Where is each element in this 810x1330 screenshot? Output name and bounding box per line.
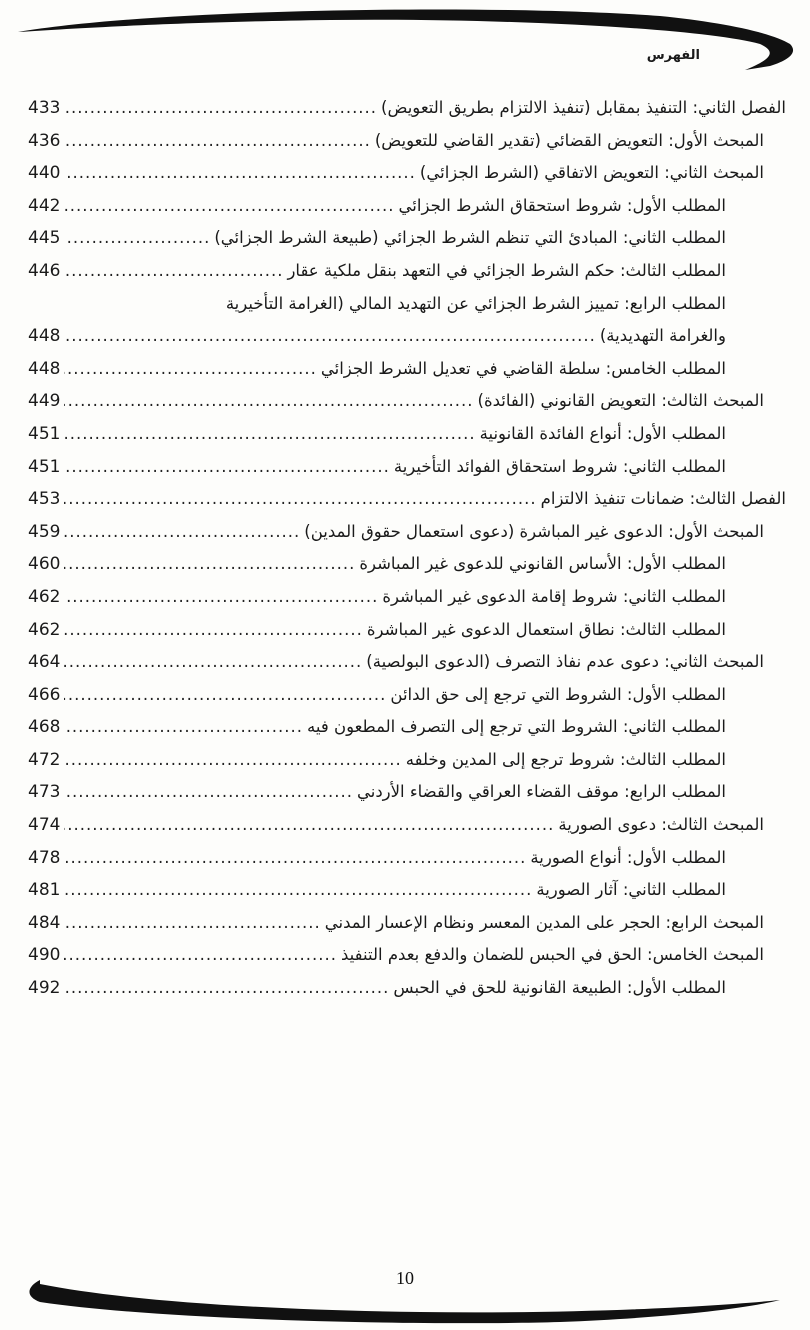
toc-entry[interactable] [28, 907, 786, 940]
toc-entry[interactable] [28, 451, 786, 484]
toc-entry-page: 462 [28, 619, 61, 640]
toc-entry[interactable] [28, 418, 786, 451]
toc-entry-page: 445 [28, 228, 61, 249]
bottom-swoosh-decoration [0, 1250, 810, 1330]
toc-entry[interactable] [28, 581, 786, 614]
toc-entry-page: 460 [28, 554, 61, 575]
toc-entry[interactable] [28, 809, 786, 842]
toc-entry-page: 451 [28, 456, 61, 477]
dot-leader [64, 842, 526, 875]
dot-leader [64, 711, 303, 744]
toc-entry-title: المطلب الثالث: نطاق استعمال الدعوى غير المباشرة [366, 619, 726, 639]
toc-entry[interactable] [28, 255, 786, 288]
toc-entry-title: الفصل الثالث: ضمانات تنفيذ الالتزام [540, 489, 786, 509]
toc-entry-page: 474 [28, 815, 61, 836]
toc-entry-title: المطلب الثاني: شروط إقامة الدعوى غير المباشرة [382, 586, 726, 606]
toc-entry-title: المطلب الرابع: تمييز الشرط الجزائي عن التهديد المالي (الغرامة التأخيرية [225, 293, 726, 313]
toc-entry[interactable] [28, 353, 786, 386]
toc-entry-title: المبحث الأول: الدعوى غير المباشرة (دعوى استعمال حقوق المدين) [304, 521, 764, 541]
dot-leader [64, 907, 320, 940]
dot-leader [64, 744, 401, 777]
toc-entry[interactable] [28, 972, 786, 1005]
dot-leader [64, 581, 378, 614]
toc-entry-page: 440 [28, 163, 61, 184]
toc-entry-page: 442 [28, 195, 61, 216]
toc-entry-page: 464 [28, 652, 61, 673]
toc-entry-title: المطلب الثاني: آثار الصورية [536, 880, 726, 900]
toc-entry-title: المبحث الثالث: دعوى الصورية [558, 815, 764, 835]
toc-entry-page: 473 [28, 782, 61, 803]
toc-entry-title: والغرامة التهديدية) [599, 326, 726, 346]
toc-entry-title: المطلب الخامس: سلطة القاضي في تعديل الشرط الجزائي [320, 358, 726, 378]
toc-entry-title: المبحث الثالث: التعويض القانوني (الفائدة) [477, 391, 764, 411]
toc-entry[interactable] [28, 614, 786, 647]
dot-leader [64, 972, 389, 1005]
toc-entry[interactable] [28, 157, 786, 190]
toc-entry-title: المطلب الرابع: موقف القضاء العراقي والقضاء الأردني [356, 782, 726, 802]
toc-entry-title: المطلب الثالث: شروط ترجع إلى المدين وخلفه [405, 749, 726, 769]
toc-entry[interactable] [28, 939, 786, 972]
toc-entry-title: المطلب الثاني: المبادئ التي تنظم الشرط الجزائي (طبيعة الشرط الجزائي) [214, 228, 726, 248]
toc-entry-page: 462 [28, 586, 61, 607]
dot-leader [64, 320, 595, 353]
toc-entry-title: المبحث الأول: التعويض القضائي (تقدير القاضي للتعويض) [374, 130, 764, 150]
toc-entry-title: المطلب الأول: أنواع الفائدة القانونية [479, 423, 726, 443]
toc-entry[interactable] [28, 385, 786, 418]
dot-leader [64, 190, 394, 223]
toc-entry[interactable] [28, 125, 786, 158]
toc-entry-page: 433 [28, 98, 61, 118]
toc-entry-title: المبحث الثاني: دعوى عدم نفاذ التصرف (الدعوى البولصية) [366, 652, 764, 672]
toc-entry-page: 448 [28, 326, 61, 347]
dot-leader [64, 222, 210, 255]
toc-entry-page: 451 [28, 423, 61, 444]
toc-entry[interactable] [28, 548, 786, 581]
toc-entry[interactable] [28, 288, 786, 321]
toc-entry-page: 478 [28, 847, 61, 868]
toc-entry[interactable] [28, 711, 786, 744]
toc-entry[interactable] [28, 483, 786, 516]
dot-leader [64, 614, 362, 647]
toc-entry-page: 436 [28, 130, 61, 151]
toc-entry[interactable] [28, 516, 786, 549]
toc-entry-title: المطلب الأول: أنواع الصورية [530, 847, 726, 867]
top-swoosh-decoration [0, 0, 810, 80]
toc-entry-title: المطلب الأول: شروط استحقاق الشرط الجزائي [398, 195, 726, 215]
dot-leader [64, 483, 536, 516]
dot-leader [64, 451, 389, 484]
toc-entry[interactable] [28, 320, 786, 353]
toc-entry-title: المطلب الثاني: شروط استحقاق الفوائد التأخيرية [393, 456, 726, 476]
toc-entry-title: المطلب الثاني: الشروط التي ترجع إلى التصرف المطعون فيه [307, 717, 726, 737]
toc-entry-page: 446 [28, 260, 61, 281]
dot-leader [64, 548, 355, 581]
toc-entry-page: 466 [28, 684, 61, 705]
dot-leader [64, 516, 300, 549]
dot-leader [64, 776, 353, 809]
toc-entry[interactable] [28, 842, 786, 875]
toc-entry[interactable] [28, 744, 786, 777]
toc-entry-page: 453 [28, 489, 61, 510]
toc-entry-title: المطلب الأول: الطبيعة القانونية للحق في الحبس [393, 978, 726, 998]
toc-entry[interactable] [28, 679, 786, 712]
toc-entry-title: المطلب الأول: الشروط التي ترجع إلى حق الدائن [390, 684, 726, 704]
toc-entry[interactable] [28, 776, 786, 809]
toc-entry-title: المبحث الرابع: الحجر على المدين المعسر ونظام الإعسار المدني [324, 912, 764, 932]
page-header-title: الفهرس [646, 48, 700, 63]
toc-entry[interactable] [28, 874, 786, 907]
dot-leader [64, 385, 473, 418]
toc-entry-page: 490 [28, 945, 61, 966]
toc-entry-page: 481 [28, 880, 61, 901]
toc-entry-page: 448 [28, 358, 61, 379]
toc-entry-title: المطلب الثالث: حكم الشرط الجزائي في التعهد بنقل ملكية عقار [287, 260, 726, 280]
toc-entry-page: 449 [28, 391, 61, 412]
dot-leader [64, 353, 316, 386]
toc-entry[interactable] [28, 646, 786, 679]
dot-leader [64, 125, 370, 158]
toc-entry[interactable] [28, 92, 786, 125]
toc-entry-page: 472 [28, 749, 61, 770]
dot-leader [64, 679, 386, 712]
toc-entry-title: المبحث الخامس: الحق في الحبس للضمان والدفع بعدم التنفيذ [341, 945, 764, 965]
dot-leader [64, 646, 362, 679]
dot-leader [64, 92, 377, 125]
toc-entry-page: 468 [28, 717, 61, 738]
toc-entry-page: 492 [28, 978, 61, 999]
toc-entry-title: المطلب الأول: الأساس القانوني للدعوى غير المباشرة [359, 554, 726, 574]
page-number: 10 [396, 1268, 414, 1288]
dot-leader [64, 874, 532, 907]
toc-entry-page: 459 [28, 521, 61, 542]
table-of-contents [28, 92, 786, 1005]
toc-entry-title: المبحث الثاني: التعويض الاتفاقي (الشرط الجزائي) [419, 163, 764, 183]
dot-leader [64, 939, 337, 972]
toc-entry-page: 484 [28, 912, 61, 933]
dot-leader [64, 255, 283, 288]
toc-entry[interactable] [28, 222, 786, 255]
dot-leader [64, 418, 475, 451]
dot-leader [64, 809, 554, 842]
toc-entry-title: الفصل الثاني: التنفيذ بمقابل (تنفيذ الالتزام بطريق التعويض) [381, 98, 786, 117]
dot-leader [64, 157, 415, 190]
toc-entry[interactable] [28, 190, 786, 223]
